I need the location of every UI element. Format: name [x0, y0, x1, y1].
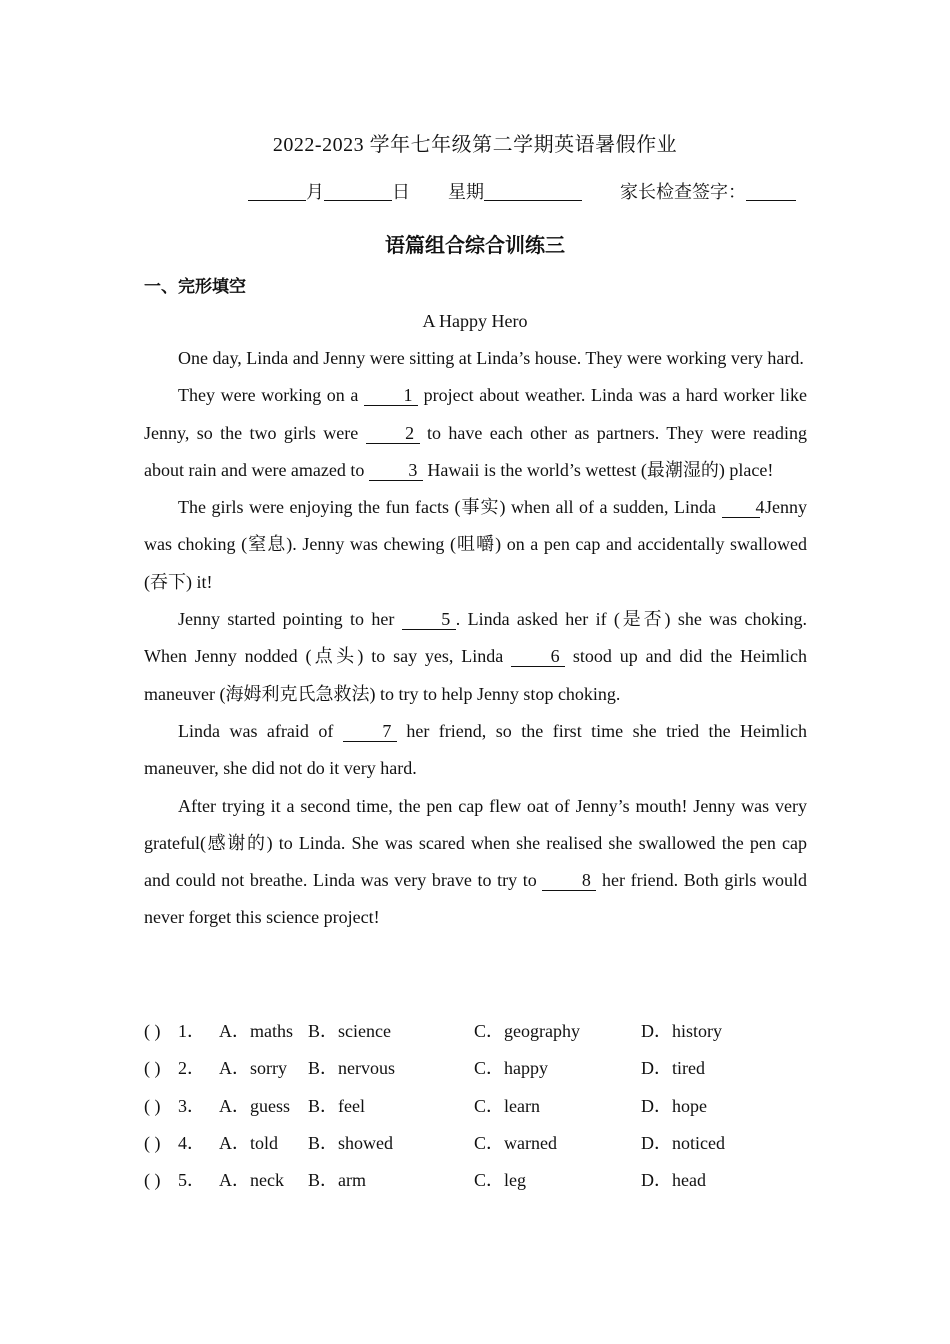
- question-number: 1．: [178, 1021, 205, 1041]
- date-line: [248, 178, 808, 204]
- question-number: 3．: [178, 1095, 205, 1116]
- option-b: B．arm: [308, 1170, 366, 1191]
- option-d: D．head: [641, 1170, 706, 1191]
- text-run: . Linda asked her if (是否) she was choking. When Jenny nodded (点头) to say yes, Linda: [144, 609, 808, 667]
- text-run: The girls were enjoying the fun facts (事实) when all of a sudden, Linda: [178, 497, 716, 518]
- answer-bracket[interactable]: ( ): [144, 1170, 161, 1191]
- answer-bracket[interactable]: ( ): [144, 1132, 161, 1153]
- option-a: A．guess: [219, 1095, 290, 1116]
- text-run: They were working on a: [178, 385, 359, 406]
- answer-bracket[interactable]: ( ): [144, 1058, 161, 1079]
- blank-2[interactable]: 2: [366, 423, 420, 444]
- text-run: her friend, so the first time she tried the Heimlich maneuver, she did not do it very hard.: [144, 720, 808, 779]
- option-a: A．maths: [219, 1021, 293, 1041]
- text-run: to have each other as partners. They were reading about rain and were amazed to: [144, 422, 808, 480]
- day-blank[interactable]: [324, 182, 392, 201]
- option-b: B．feel: [308, 1095, 365, 1116]
- paragraph-6: [144, 788, 807, 937]
- cloze-passage: [144, 340, 807, 937]
- option-d: D．tired: [641, 1058, 705, 1079]
- text-run: After trying it a second time, the pen cap flew oat of Jenny’s mouth! Jenny was very grateful(感谢的) to Linda. She was scared when she realised she swallowed the pen cap and could not breathe. Linda was very brave to try to: [144, 795, 807, 891]
- paragraph-4: [144, 601, 807, 713]
- paragraph-2: [144, 377, 807, 489]
- option-c: C．leg: [474, 1170, 526, 1191]
- blank-5[interactable]: 5: [402, 609, 456, 630]
- question-row: [144, 1053, 844, 1090]
- story-title: A Happy Hero: [422, 311, 528, 331]
- section-heading: 一、完形填空: [144, 277, 246, 297]
- paragraph-1: One day, Linda and Jenny were sitting at Linda’s house. They were working very hard.: [178, 348, 804, 368]
- month-blank[interactable]: [248, 182, 306, 201]
- parent-sign-label: 家长检查签字：: [620, 182, 746, 202]
- weekday-blank[interactable]: [484, 182, 582, 201]
- option-c: C．learn: [474, 1095, 540, 1116]
- paragraph-3: [144, 489, 807, 601]
- day-label: 日: [392, 182, 410, 202]
- question-row: [144, 1016, 844, 1053]
- blank-6[interactable]: 6: [511, 646, 565, 667]
- blank-1[interactable]: 1: [364, 385, 418, 406]
- options-list: [144, 1016, 844, 1202]
- exercise-subtitle: 语篇组合综合训练三: [385, 233, 565, 257]
- blank-3[interactable]: 3: [369, 460, 423, 481]
- text-run: Linda was afraid of: [178, 720, 334, 741]
- option-b: B．science: [308, 1021, 391, 1041]
- question-row: [144, 1091, 844, 1128]
- option-c: C．happy: [474, 1058, 548, 1079]
- option-c: C．warned: [474, 1132, 557, 1153]
- text-run: her friend. Both girls would never forget this science project!: [144, 870, 808, 928]
- question-number: 2．: [178, 1058, 205, 1079]
- question-row: [144, 1165, 844, 1202]
- page-title: 2022-2023 学年七年级第二学期英语暑假作业: [272, 134, 678, 156]
- text-run: Jenny started pointing to her: [178, 609, 395, 630]
- option-d: D．history: [641, 1021, 722, 1041]
- option-d: D．noticed: [641, 1132, 725, 1153]
- blank-8[interactable]: 8: [542, 870, 596, 891]
- text-run: stood up and did the Heimlich maneuver (海姆利克氏急救法) to try to help Jenny stop choking.: [144, 646, 808, 704]
- text-run: Hawaii is the world’s wettest (最潮湿的) place!: [427, 459, 774, 480]
- answer-bracket[interactable]: ( ): [144, 1021, 161, 1041]
- option-d: D．hope: [641, 1095, 707, 1116]
- month-label: 月: [306, 182, 324, 202]
- option-c: C．geography: [474, 1021, 580, 1041]
- option-a: A．told: [219, 1132, 279, 1153]
- option-b: B．nervous: [308, 1058, 395, 1079]
- answer-bracket[interactable]: ( ): [144, 1095, 161, 1116]
- blank-7[interactable]: 7: [343, 721, 397, 742]
- weekday-label: 星期: [448, 182, 484, 202]
- blank-4[interactable]: 4: [722, 497, 760, 518]
- paragraph-5: [144, 713, 807, 788]
- question-number: 5．: [178, 1170, 205, 1191]
- question-number: 4．: [178, 1132, 205, 1153]
- text-run: project about weather. Linda was a hard worker like Jenny, so the two girls were: [144, 385, 807, 443]
- parent-sign-blank[interactable]: [746, 182, 796, 201]
- option-a: A．sorry: [219, 1058, 287, 1079]
- question-row: [144, 1128, 844, 1165]
- option-b: B．showed: [308, 1132, 393, 1153]
- text-run: Jenny was choking (窒息). Jenny was chewing (咀嚼) on a pen cap and accidentally swallowed (吞下) it!: [144, 497, 808, 592]
- option-a: A．neck: [219, 1170, 284, 1191]
